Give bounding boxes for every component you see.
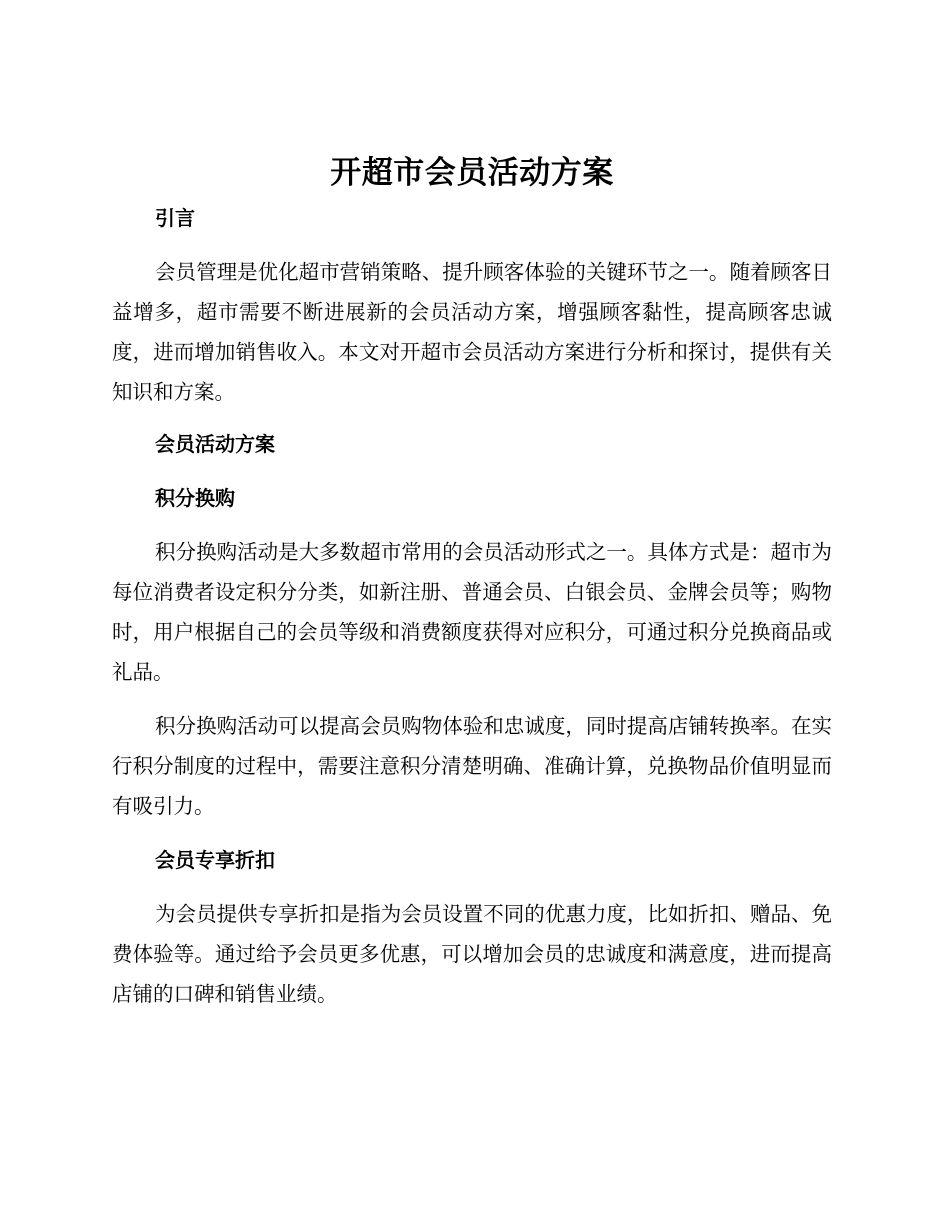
section-heading-intro: 引言 bbox=[155, 206, 195, 230]
paragraph-discount: 为会员提供专享折扣是指为会员设置不同的优惠力度，比如折扣、赠品、免费体验等。通过给予会员更多优惠，可以增加会员的忠诚度和满意度，进而提高店铺的口碑和销售业绩。 bbox=[112, 902, 832, 1006]
subsection-heading-discount: 会员专享折扣 bbox=[155, 848, 275, 872]
paragraph-points-1: 积分换购活动是大多数超市常用的会员活动形式之一。具体方式是：超市为每位消费者设定积分分类，如新注册、普通会员、白银会员、金牌会员等；购物时，用户根据自己的会员等级和消费额度获得对应积分，可通过积分兑换商品或礼品。 bbox=[112, 540, 832, 684]
paragraph-intro: 会员管理是优化超市营销策略、提升顾客体验的关键环节之一。随着顾客日益增多，超市需要不断进展新的会员活动方案，增强顾客黏性，提高顾客忠诚度，进而增加销售收入。本文对开超市会员活动方案进行分析和探讨，提供有关知识和方案。 bbox=[112, 260, 832, 404]
document-body bbox=[112, 148, 832, 1014]
subsection-heading-points: 积分换购 bbox=[155, 486, 235, 510]
document-title: 开超市会员活动方案 bbox=[330, 155, 614, 191]
paragraph-points-2: 积分换购活动可以提高会员购物体验和忠诚度，同时提高店铺转换率。在实行积分制度的过程中，需要注意积分清楚明确、准确计算，兑换物品价值明显而有吸引力。 bbox=[112, 714, 832, 818]
section-heading-plan: 会员活动方案 bbox=[155, 432, 275, 456]
